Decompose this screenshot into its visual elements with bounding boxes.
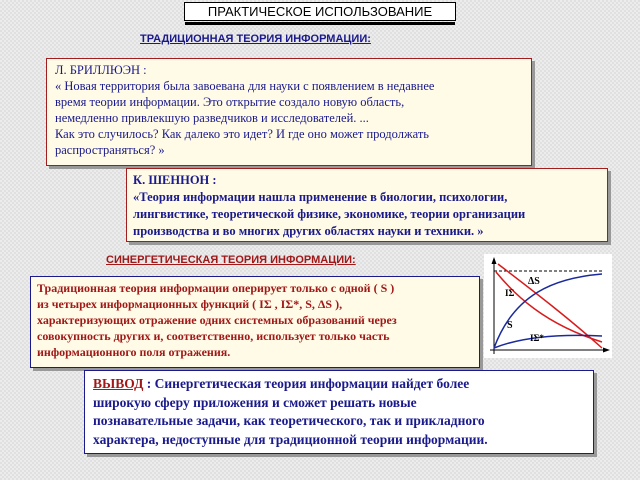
synergy-line: совокупность других и, соответственно, использует только часть bbox=[37, 329, 390, 343]
conclusion-line: : Синергетическая теория информации найдет более bbox=[143, 376, 470, 391]
shannon-quote-line: «Теория информации нашла применение в биологии, психологии, bbox=[133, 190, 508, 204]
shannon-quote-line: лингвистике, теоретической физике, экономике, теории организации bbox=[133, 207, 526, 221]
section-heading-synergetic: СИНЕРГЕТИЧЕСКАЯ ТЕОРИЯ ИНФОРМАЦИИ: bbox=[106, 254, 356, 266]
synergy-line: из четырех информационных функций ( IΣ , IΣ*, S, ΔS ), bbox=[37, 297, 343, 311]
conclusion-line: познавательные задачи, как теоретического, так и прикладного bbox=[93, 413, 485, 428]
synergy-line: информационного поля отражения. bbox=[37, 345, 231, 359]
brillouin-quote-box bbox=[46, 58, 532, 166]
curve-i-sigma bbox=[496, 272, 602, 342]
brillouin-quote-line: Как это случилось? Как далеко это идет? И где оно может продолжать bbox=[55, 127, 429, 141]
shannon-quote-line: производства и во многих других областях науки и техники. » bbox=[133, 224, 484, 238]
curve-i-sigma-star bbox=[494, 335, 602, 348]
conclusion-line: характера, недоступные для традиционной теории информации. bbox=[93, 431, 488, 447]
brillouin-quote-line: немедленно привлекшую разведчиков и исследователей. ... bbox=[55, 111, 369, 125]
brillouin-author: Л. БРИЛЛЮЭН : bbox=[55, 63, 147, 77]
section-heading-traditional: ТРАДИЦИОННАЯ ТЕОРИЯ ИНФОРМАЦИИ: bbox=[140, 33, 371, 45]
synergy-line: характеризующих отражение одних системных образований через bbox=[37, 313, 397, 327]
y-axis-arrow bbox=[492, 257, 497, 264]
brillouin-quote-line: « Новая территория была завоевана для науки с появлением в недавнее bbox=[55, 79, 435, 93]
shannon-author: К. ШЕННОН : bbox=[133, 173, 217, 187]
label-delta-s: ΔS bbox=[528, 276, 540, 287]
x-axis-arrow bbox=[603, 348, 610, 353]
brillouin-quote-line: распространяться? » bbox=[55, 143, 165, 157]
information-functions-diagram bbox=[484, 254, 612, 358]
conclusion-label: ВЫВОД bbox=[93, 376, 144, 391]
conclusion-box bbox=[84, 370, 594, 454]
label-s: S bbox=[507, 320, 513, 331]
label-i-sigma: IΣ bbox=[505, 288, 515, 298]
shannon-quote-box bbox=[126, 168, 608, 242]
synergy-line: Традиционная теория информации оперирует только с одной ( S ) bbox=[37, 281, 395, 295]
label-i-sigma-star: IΣ* bbox=[530, 333, 544, 343]
conclusion-line: широкую сферу приложения и сможет решать новые bbox=[93, 394, 417, 410]
page-title: ПРАКТИЧЕСКОЕ ИСПОЛЬЗОВАНИЕ bbox=[184, 2, 456, 21]
brillouin-quote-line: время теории информации. Это открытие создало новую область, bbox=[55, 95, 405, 109]
synergy-description-box bbox=[30, 276, 480, 368]
conclusion-first-line bbox=[93, 375, 585, 394]
